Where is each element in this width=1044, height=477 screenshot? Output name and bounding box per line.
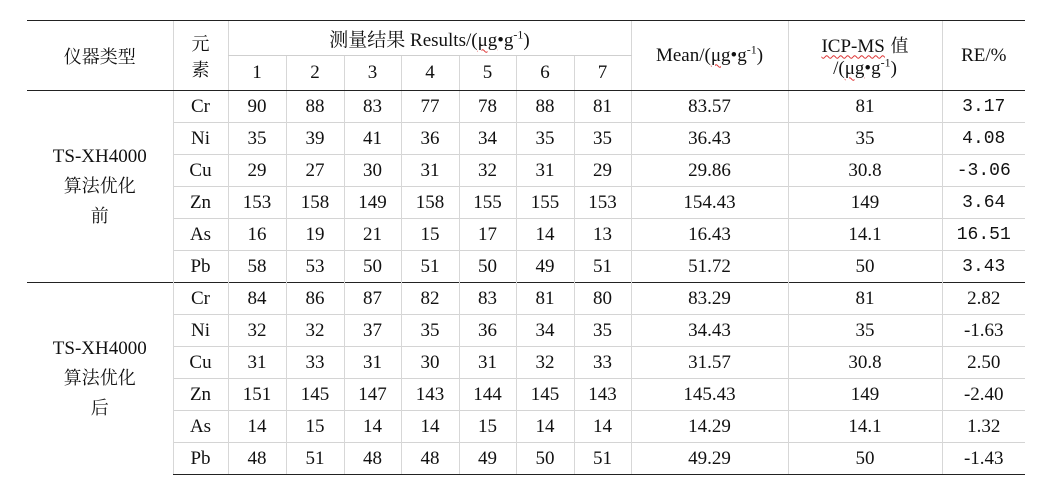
result-cell-run-3: 21 [344,219,401,251]
result-cell-run-7: 143 [574,379,631,411]
result-cell-run-7: 33 [574,347,631,379]
element-cell: Cu [173,347,228,379]
result-cell-run-4: 30 [401,347,459,379]
result-cell-run-1: 84 [228,283,286,315]
icp-ms-cell: 50 [788,251,942,283]
results-header-prefix: 测量结果 Results/( [329,29,478,51]
mean-cell: 14.29 [631,411,788,443]
result-cell-run-2: 15 [286,411,344,443]
result-cell-run-7: 51 [574,251,631,283]
table-body [27,91,1025,475]
mean-cell: 154.43 [631,187,788,219]
re-cell: 3.43 [942,251,1025,283]
mean-cell: 36.43 [631,123,788,155]
result-cell-run-6: 155 [516,187,574,219]
result-cell-run-2: 19 [286,219,344,251]
element-cell: Cr [173,283,228,315]
mean-cell: 83.29 [631,283,788,315]
icp-unit: μg [844,57,865,79]
result-cell-run-1: 151 [228,379,286,411]
results-header-mid: •g [497,29,514,51]
icp-unit-exp: -1 [880,55,891,70]
icp-unit-close: ) [890,57,897,79]
result-cell-run-3: 31 [344,347,401,379]
result-cell-run-5: 49 [459,443,516,475]
result-cell-run-5: 32 [459,155,516,187]
re-cell: 1.32 [942,411,1025,443]
re-cell: 2.50 [942,347,1025,379]
mean-cell: 29.86 [631,155,788,187]
table-row [27,283,1025,315]
result-cell-run-6: 145 [516,379,574,411]
run-number-5: 5 [459,56,516,91]
icp-ms-cell: 35 [788,315,942,347]
re-cell: -1.63 [942,315,1025,347]
table-row [27,155,1025,187]
result-cell-run-7: 51 [574,443,631,475]
result-cell-run-3: 147 [344,379,401,411]
icp-ms-cell: 35 [788,123,942,155]
icp-ms-cell: 149 [788,187,942,219]
icp-unit-mid: •g [864,57,881,79]
icp-ms-cell: 81 [788,283,942,315]
table-row [27,347,1025,379]
run-number-3: 3 [344,56,401,91]
result-cell-run-2: 86 [286,283,344,315]
instrument-group-label [27,91,173,283]
table-row [27,187,1025,219]
icp-ms-cell: 14.1 [788,411,942,443]
element-cell: Ni [173,315,228,347]
results-header-exp: -1 [513,27,524,42]
result-cell-run-2: 27 [286,155,344,187]
table-header [27,21,1025,91]
mean-cell: 51.72 [631,251,788,283]
header-row-1 [27,21,1025,56]
results-header-unit: μg [477,29,498,51]
result-cell-run-7: 35 [574,315,631,347]
result-cell-run-1: 31 [228,347,286,379]
re-cell: -2.40 [942,379,1025,411]
re-cell: -3.06 [942,155,1025,187]
result-cell-run-6: 31 [516,155,574,187]
table-row [27,411,1025,443]
result-cell-run-4: 77 [401,91,459,123]
run-number-6: 6 [516,56,574,91]
result-cell-run-6: 50 [516,443,574,475]
table-row [27,315,1025,347]
icp-unit-prefix: /( [833,57,845,79]
result-cell-run-4: 15 [401,219,459,251]
result-cell-run-5: 144 [459,379,516,411]
result-cell-run-5: 78 [459,91,516,123]
instrument-label-line-3: 后 [90,397,109,419]
element-cell: Ni [173,123,228,155]
result-cell-run-1: 48 [228,443,286,475]
result-cell-run-2: 88 [286,91,344,123]
element-header-line1: 元 [191,33,210,55]
result-cell-run-7: 153 [574,187,631,219]
result-cell-run-2: 53 [286,251,344,283]
result-cell-run-4: 14 [401,411,459,443]
mean-header [631,21,788,91]
table-row [27,379,1025,411]
icp-ms-header-line2 [789,55,942,80]
mean-header-prefix: Mean/( [655,44,711,66]
mean-header-exp: -1 [746,42,757,57]
result-cell-run-1: 29 [228,155,286,187]
mean-cell: 83.57 [631,91,788,123]
instrument-group-label [27,283,173,475]
result-cell-run-1: 14 [228,411,286,443]
results-header [228,21,631,56]
result-cell-run-1: 153 [228,187,286,219]
icp-ms-cell: 149 [788,379,942,411]
result-cell-run-4: 82 [401,283,459,315]
result-cell-run-6: 14 [516,219,574,251]
result-cell-run-7: 29 [574,155,631,187]
result-cell-run-2: 145 [286,379,344,411]
re-cell: 3.64 [942,187,1025,219]
element-header [173,21,228,91]
instrument-label-line-1: TS-XH4000 [52,337,147,359]
result-cell-run-2: 39 [286,123,344,155]
result-cell-run-1: 35 [228,123,286,155]
element-header-line2: 素 [191,59,210,81]
result-cell-run-3: 83 [344,91,401,123]
element-cell: Cu [173,155,228,187]
result-cell-run-4: 143 [401,379,459,411]
result-cell-run-2: 33 [286,347,344,379]
instrument-type-header: 仪器类型 [27,21,173,91]
result-cell-run-6: 88 [516,91,574,123]
run-number-1: 1 [228,56,286,91]
icp-ms-value-label: 值 [884,35,909,57]
table-row [27,443,1025,475]
element-cell: Cr [173,91,228,123]
result-cell-run-1: 58 [228,251,286,283]
results-table-container [27,20,1022,475]
re-header: RE/% [942,21,1025,91]
result-cell-run-6: 81 [516,283,574,315]
result-cell-run-4: 36 [401,123,459,155]
result-cell-run-1: 16 [228,219,286,251]
mean-header-unit: μg [710,44,731,66]
instrument-label-line-1: TS-XH4000 [52,145,147,167]
element-cell: Pb [173,251,228,283]
result-cell-run-3: 48 [344,443,401,475]
table-row [27,91,1025,123]
icp-ms-cell: 30.8 [788,155,942,187]
result-cell-run-6: 32 [516,347,574,379]
icp-ms-cell: 81 [788,91,942,123]
result-cell-run-1: 32 [228,315,286,347]
result-cell-run-7: 13 [574,219,631,251]
re-cell: 3.17 [942,91,1025,123]
result-cell-run-4: 35 [401,315,459,347]
result-cell-run-5: 17 [459,219,516,251]
result-cell-run-6: 14 [516,411,574,443]
result-cell-run-5: 31 [459,347,516,379]
re-cell: 4.08 [942,123,1025,155]
mean-cell: 34.43 [631,315,788,347]
result-cell-run-4: 48 [401,443,459,475]
mean-header-close: ) [756,44,764,66]
element-cell: Zn [173,379,228,411]
result-cell-run-7: 35 [574,123,631,155]
result-cell-run-3: 87 [344,283,401,315]
result-cell-run-3: 41 [344,123,401,155]
element-cell: Zn [173,187,228,219]
result-cell-run-3: 149 [344,187,401,219]
element-cell: As [173,219,228,251]
result-cell-run-2: 32 [286,315,344,347]
result-cell-run-4: 158 [401,187,459,219]
icp-ms-header-line1 [789,32,942,58]
instrument-label-line-2: 算法优化 [63,175,136,197]
result-cell-run-6: 49 [516,251,574,283]
measurement-results-table [27,20,1025,475]
result-cell-run-6: 34 [516,315,574,347]
instrument-label-line-2: 算法优化 [63,367,136,389]
result-cell-run-2: 51 [286,443,344,475]
result-cell-run-5: 15 [459,411,516,443]
re-cell: -1.43 [942,443,1025,475]
result-cell-run-5: 50 [459,251,516,283]
mean-cell: 145.43 [631,379,788,411]
result-cell-run-5: 36 [459,315,516,347]
icp-ms-header [788,21,942,91]
result-cell-run-3: 14 [344,411,401,443]
icp-ms-label: ICP-MS [821,35,885,57]
run-number-4: 4 [401,56,459,91]
table-row [27,251,1025,283]
result-cell-run-1: 90 [228,91,286,123]
result-cell-run-3: 37 [344,315,401,347]
result-cell-run-7: 80 [574,283,631,315]
icp-ms-cell: 14.1 [788,219,942,251]
instrument-label-line-3: 前 [90,205,109,227]
mean-cell: 49.29 [631,443,788,475]
icp-ms-cell: 30.8 [788,347,942,379]
table-row [27,219,1025,251]
run-number-2: 2 [286,56,344,91]
mean-cell: 16.43 [631,219,788,251]
mean-header-mid: •g [730,44,747,66]
result-cell-run-3: 50 [344,251,401,283]
results-header-close: ) [523,29,530,51]
result-cell-run-7: 14 [574,411,631,443]
element-cell: Pb [173,443,228,475]
result-cell-run-3: 30 [344,155,401,187]
result-cell-run-4: 51 [401,251,459,283]
element-cell: As [173,411,228,443]
result-cell-run-5: 155 [459,187,516,219]
result-cell-run-5: 34 [459,123,516,155]
result-cell-run-4: 31 [401,155,459,187]
table-row [27,123,1025,155]
run-number-7: 7 [574,56,631,91]
mean-cell: 31.57 [631,347,788,379]
re-cell: 2.82 [942,283,1025,315]
re-cell: 16.51 [942,219,1025,251]
result-cell-run-5: 83 [459,283,516,315]
icp-ms-cell: 50 [788,443,942,475]
result-cell-run-6: 35 [516,123,574,155]
result-cell-run-7: 81 [574,91,631,123]
result-cell-run-2: 158 [286,187,344,219]
